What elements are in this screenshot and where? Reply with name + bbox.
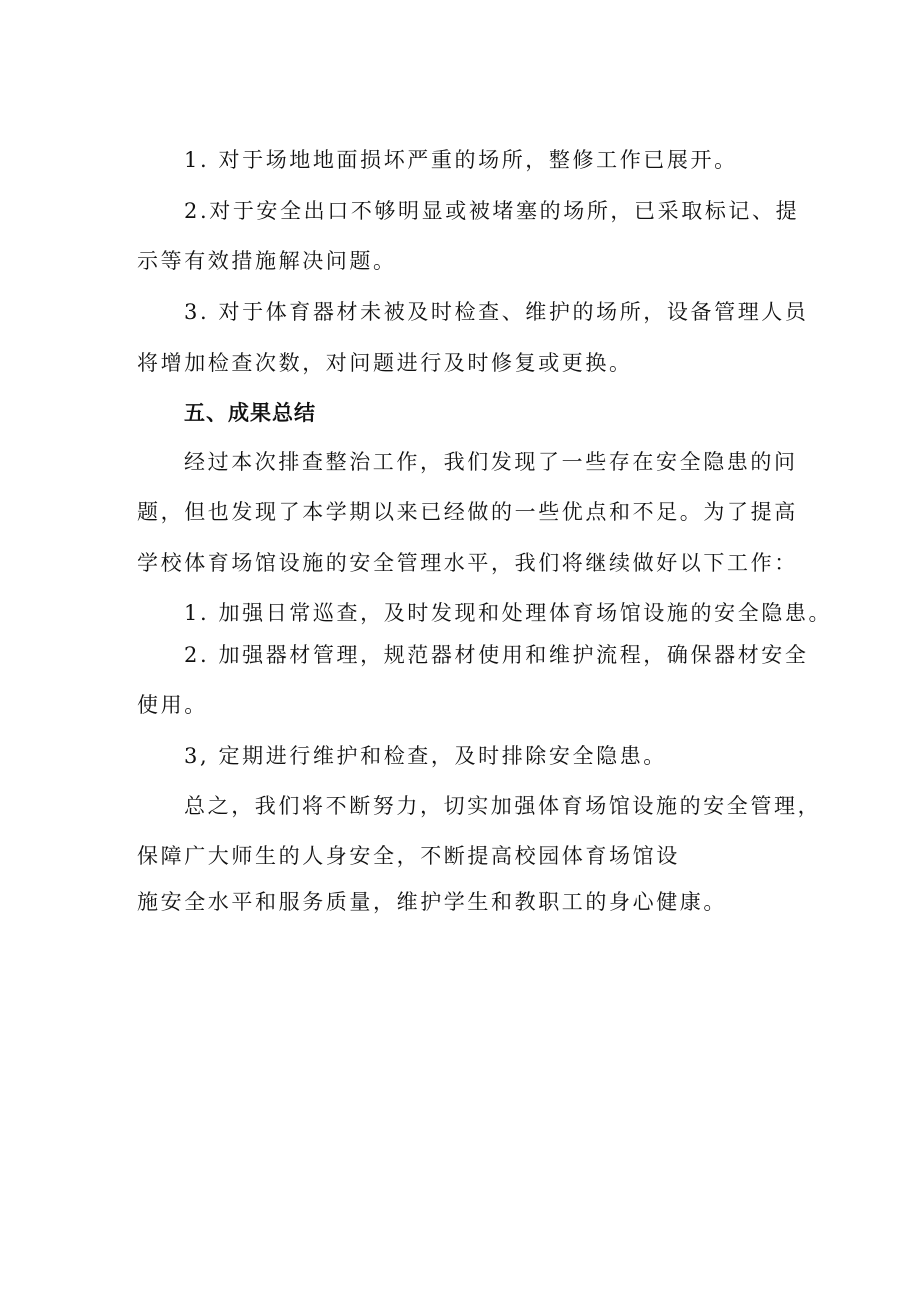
fix-item-2-line-2: 示等有效措施解决问题。 (137, 249, 397, 273)
fix-item-1: 1. 对于场地地面损坏严重的场所，整修工作已展开。 (184, 148, 738, 172)
summary-intro-line-3: 学校体育场馆设施的安全管理水平，我们将继续做好以下工作： (137, 551, 798, 575)
summary-intro-line-2: 题，但也发现了本学期以来已经做的一些优点和不足。为了提高 (137, 500, 798, 524)
conclusion-line-3: 施安全水平和服务质量，维护学生和教职工的身心健康。 (137, 890, 727, 914)
work-item-3: 3, 定期进行维护和检查，及时排除安全隐患。 (184, 744, 667, 768)
fix-item-2-line-1: 2.对于安全出口不够明显或被堵塞的场所，已采取标记、提 (184, 199, 800, 223)
work-item-1: 1. 加强日常巡查，及时发现和处理体育场馆设施的安全隐患。 (184, 601, 833, 625)
fix-item-3-line-1: 3. 对于体育器材未被及时检查、维护的场所，设备管理人员 (184, 300, 809, 324)
work-item-2-line-1: 2. 加强器材管理，规范器材使用和维护流程，确保器材安全 (184, 643, 809, 667)
summary-intro-line-1: 经过本次排查整治工作，我们发现了一些存在安全隐患的问 (184, 450, 798, 474)
section-heading: 五、成果总结 (184, 401, 316, 425)
conclusion-line-1: 总之，我们将不断努力，切实加强体育场馆设施的安全管理， (184, 794, 822, 818)
fix-item-3-line-2: 将增加检查次数，对问题进行及时修复或更换。 (137, 351, 633, 375)
work-item-2-line-2: 使用。 (137, 693, 208, 717)
conclusion-line-2: 保障广大师生的人身安全，不断提高校园体育场馆设 (137, 844, 680, 868)
